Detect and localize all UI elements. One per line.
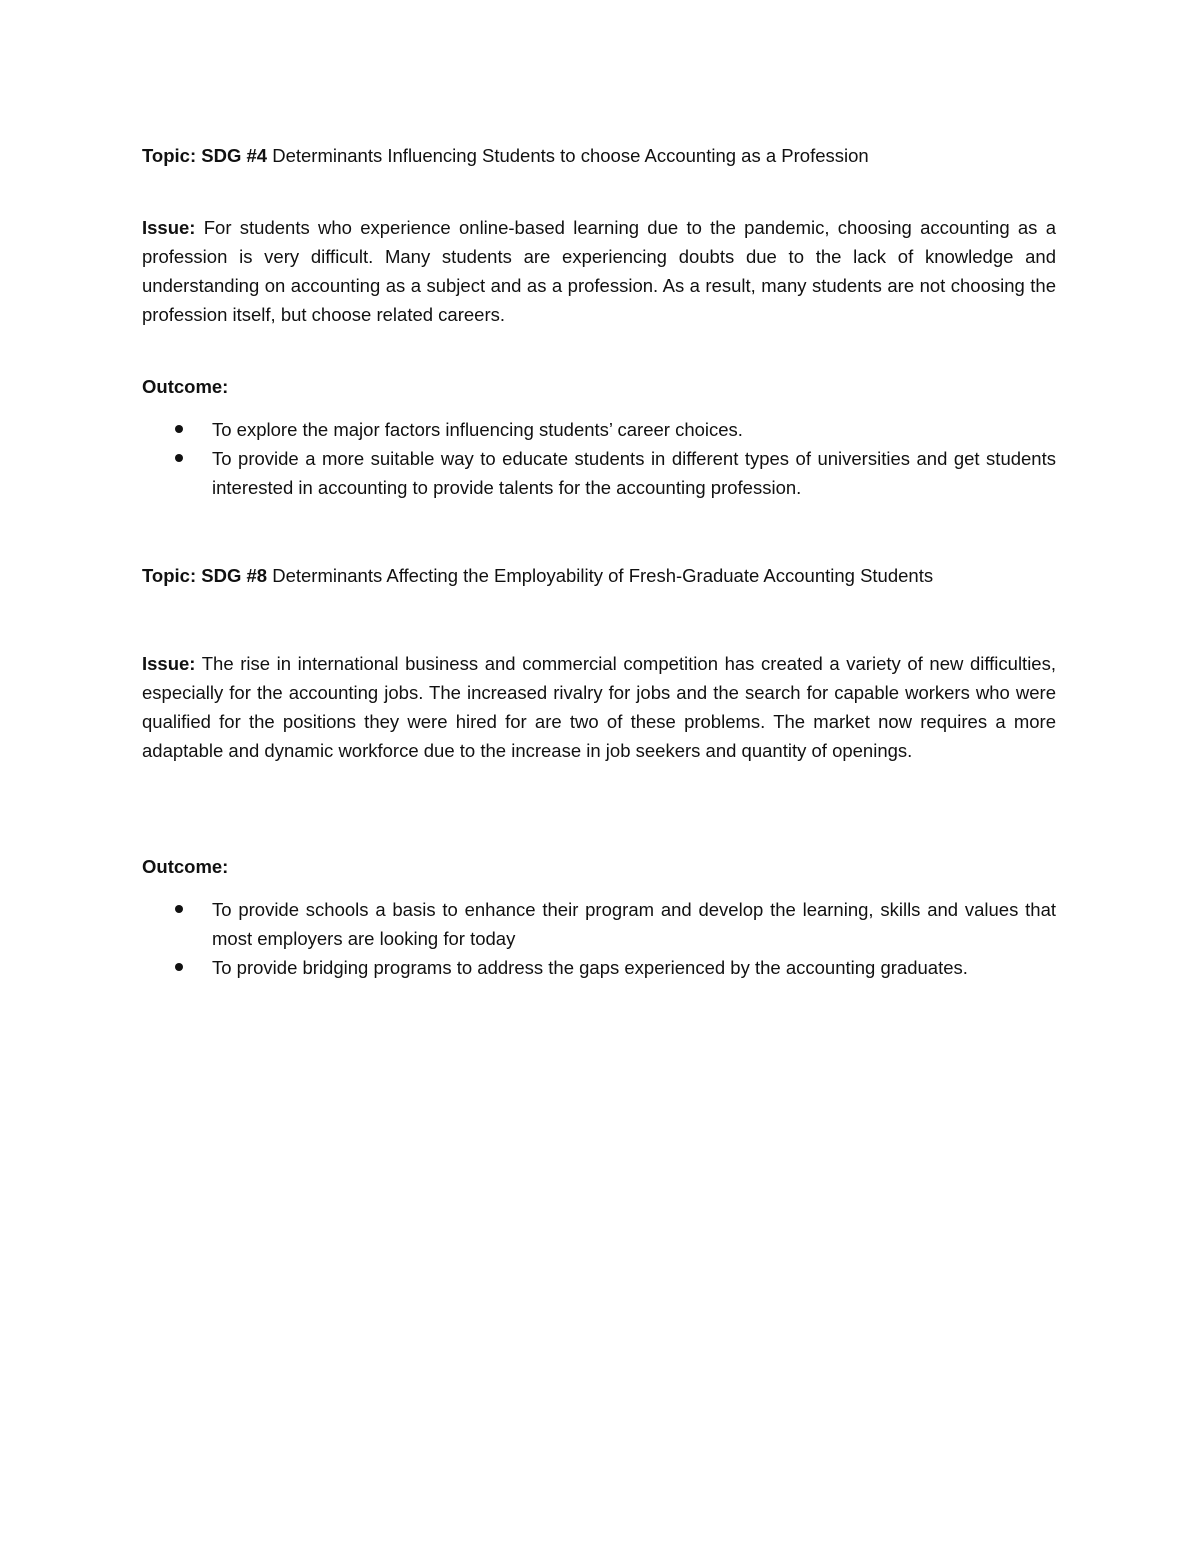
issue-text-1: For students who experience online-based learning due to the pandemic, choosing accounting as a profession is very difficult. Many students are experiencing doubts due to the lack of knowledge and understanding on accounting as a subject and as a profession. As a result, many students are not choosing the profession itself, but choose related careers.: [142, 217, 1056, 325]
outcome-heading-1: Outcome:: [142, 376, 229, 397]
topic-heading-2: [142, 561, 933, 590]
list-item: [142, 444, 1056, 502]
topic-label-2: Topic: SDG #8: [142, 565, 268, 586]
issue-label-2: Issue:: [142, 653, 196, 674]
outcome-text: To provide schools a basis to enhance their program and develop the learning, skills and values that most employers are looking for today: [212, 899, 1056, 949]
topic-text-2: Determinants Affecting the Employability of Fresh-Graduate Accounting Students: [267, 565, 934, 586]
bullet-icon: [175, 905, 183, 913]
topic-text-1: Determinants Influencing Students to choose Accounting as a Profession: [267, 145, 869, 166]
outcome-text: To explore the major factors influencing students’ career choices.: [212, 419, 743, 440]
list-item: [142, 415, 1056, 444]
issue-text-2: The rise in international business and commercial competition has created a variety of new difficulties, especially for the accounting jobs. The increased rivalry for jobs and the search for capable workers who were qualified for the positions they were hired for are two of these problems. The market now requires a more adaptable and dynamic workforce due to the increase in job seekers and quantity of openings.: [142, 653, 1056, 761]
issue-paragraph-2: [142, 649, 1056, 765]
issue-label-1: Issue:: [142, 217, 196, 238]
outcome-text: To provide a more suitable way to educate students in different types of universities and get students interested in accounting to provide talents for the accounting profession.: [212, 448, 1056, 498]
outcome-list-2: [142, 895, 1056, 982]
bullet-icon: [175, 963, 183, 971]
outcome-heading-2: Outcome:: [142, 856, 229, 877]
topic-label-1: Topic: SDG #4: [142, 145, 268, 166]
outcome-list-1: [142, 415, 1056, 502]
list-item: [142, 895, 1056, 953]
outcome-text: To provide bridging programs to address the gaps experienced by the accounting graduates.: [212, 957, 968, 978]
bullet-icon: [175, 425, 183, 433]
bullet-icon: [175, 454, 183, 462]
issue-paragraph-1: [142, 213, 1056, 329]
topic-heading-1: [142, 141, 869, 170]
list-item: [142, 953, 1056, 982]
